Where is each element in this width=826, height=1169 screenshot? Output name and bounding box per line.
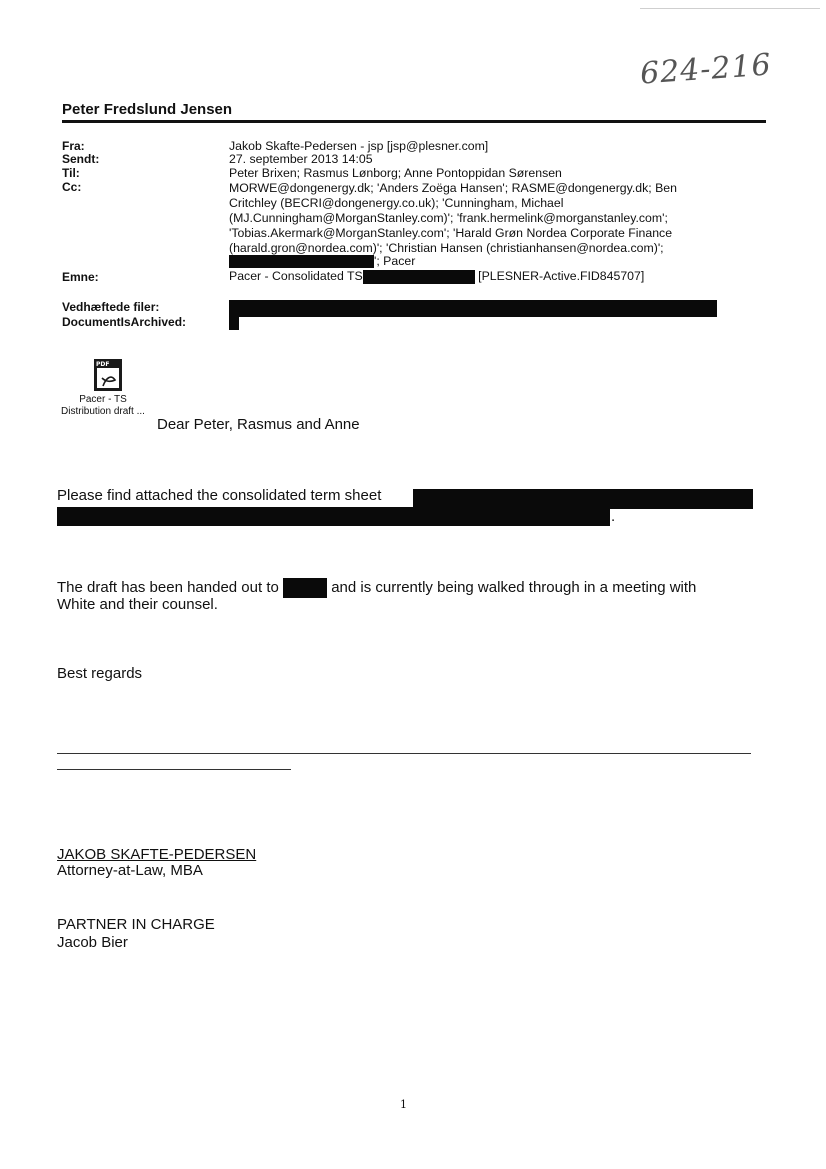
redaction-block bbox=[229, 315, 239, 330]
body-para-1-end: . bbox=[611, 508, 616, 525]
body-para-1: Please find attached the consolidated term sheet bbox=[57, 487, 382, 504]
cc-line: (MJ.Cunningham@MorganStanley.com)'; 'frank.hermelink@morganstanley.com'; bbox=[229, 211, 668, 225]
header-divider bbox=[62, 120, 766, 123]
cc-line: MORWE@dongenergy.dk; 'Anders Zoëga Hansen'; RASME@dongenergy.dk; Ben bbox=[229, 181, 677, 195]
pdf-file-icon[interactable] bbox=[93, 358, 123, 392]
subject-suffix: [PLESNER-Active.FID845707] bbox=[478, 269, 645, 283]
signature-title: Attorney-at-Law, MBA bbox=[57, 862, 203, 879]
cc-tail: '; Pacer bbox=[374, 254, 416, 268]
body-para-2-start: The draft has been handed out to bbox=[57, 578, 279, 596]
to-value: Peter Brixen; Rasmus Lønborg; Anne Pontoppidan Sørensen bbox=[229, 166, 562, 180]
attachment-name: Pacer - TS bbox=[79, 394, 127, 405]
subject-label: Emne: bbox=[62, 270, 99, 284]
body-para-2 bbox=[57, 578, 696, 598]
subject-value bbox=[229, 269, 644, 284]
from-value: Jakob Skafte-Pedersen - jsp [jsp@plesner.com] bbox=[229, 139, 489, 153]
redaction-block bbox=[363, 270, 475, 284]
cc-line-last bbox=[229, 254, 415, 268]
scan-edge-line bbox=[640, 8, 820, 9]
cc-label: Cc: bbox=[62, 180, 82, 194]
partner-name: Jacob Bier bbox=[57, 934, 128, 951]
redaction-block bbox=[413, 489, 753, 509]
page-number: 1 bbox=[400, 1098, 407, 1111]
from-label: Fra: bbox=[62, 139, 85, 153]
body-para-2-end: and is currently being walked through in a meeting with bbox=[331, 578, 697, 596]
to-label: Til: bbox=[62, 166, 80, 180]
signature-name: JAKOB SKAFTE-PEDERSEN bbox=[57, 846, 257, 863]
cc-line: Critchley (BECRI@dongenergy.co.uk); 'Cunningham, Michael bbox=[229, 196, 564, 210]
redaction-block bbox=[283, 578, 327, 598]
partner-label: PARTNER IN CHARGE bbox=[57, 916, 215, 933]
body-para-2-line-2: White and their counsel. bbox=[57, 596, 218, 613]
signature-divider-short bbox=[57, 769, 291, 770]
greeting: Dear Peter, Rasmus and Anne bbox=[157, 416, 360, 433]
cc-line: 'Tobias.Akermark@MorganStanley.com'; 'Harald Grøn Nordea Corporate Finance bbox=[229, 226, 673, 240]
sent-value: 27. september 2013 14:05 bbox=[229, 152, 373, 166]
handwritten-note: 624-216 bbox=[638, 47, 773, 92]
subject-prefix: Pacer - Consolidated TS bbox=[229, 269, 363, 283]
attachment-caption[interactable] bbox=[58, 394, 148, 418]
attachments-label: Vedhæftede filer: bbox=[62, 300, 160, 314]
attachment-subname: Distribution draft ... bbox=[61, 406, 145, 417]
owner-name: Peter Fredslund Jensen bbox=[62, 101, 233, 118]
svg-text:PDF: PDF bbox=[96, 361, 110, 368]
redaction-block bbox=[57, 507, 610, 526]
cc-line: (harald.gron@nordea.com)'; 'Christian Hansen (christianhansen@nordea.com)'; bbox=[229, 241, 664, 255]
redaction-block bbox=[229, 255, 374, 268]
closing: Best regards bbox=[57, 665, 143, 682]
signature-divider bbox=[57, 753, 751, 754]
sent-label: Sendt: bbox=[62, 152, 100, 166]
redaction-block bbox=[229, 300, 717, 317]
archived-label: DocumentIsArchived: bbox=[62, 315, 187, 329]
